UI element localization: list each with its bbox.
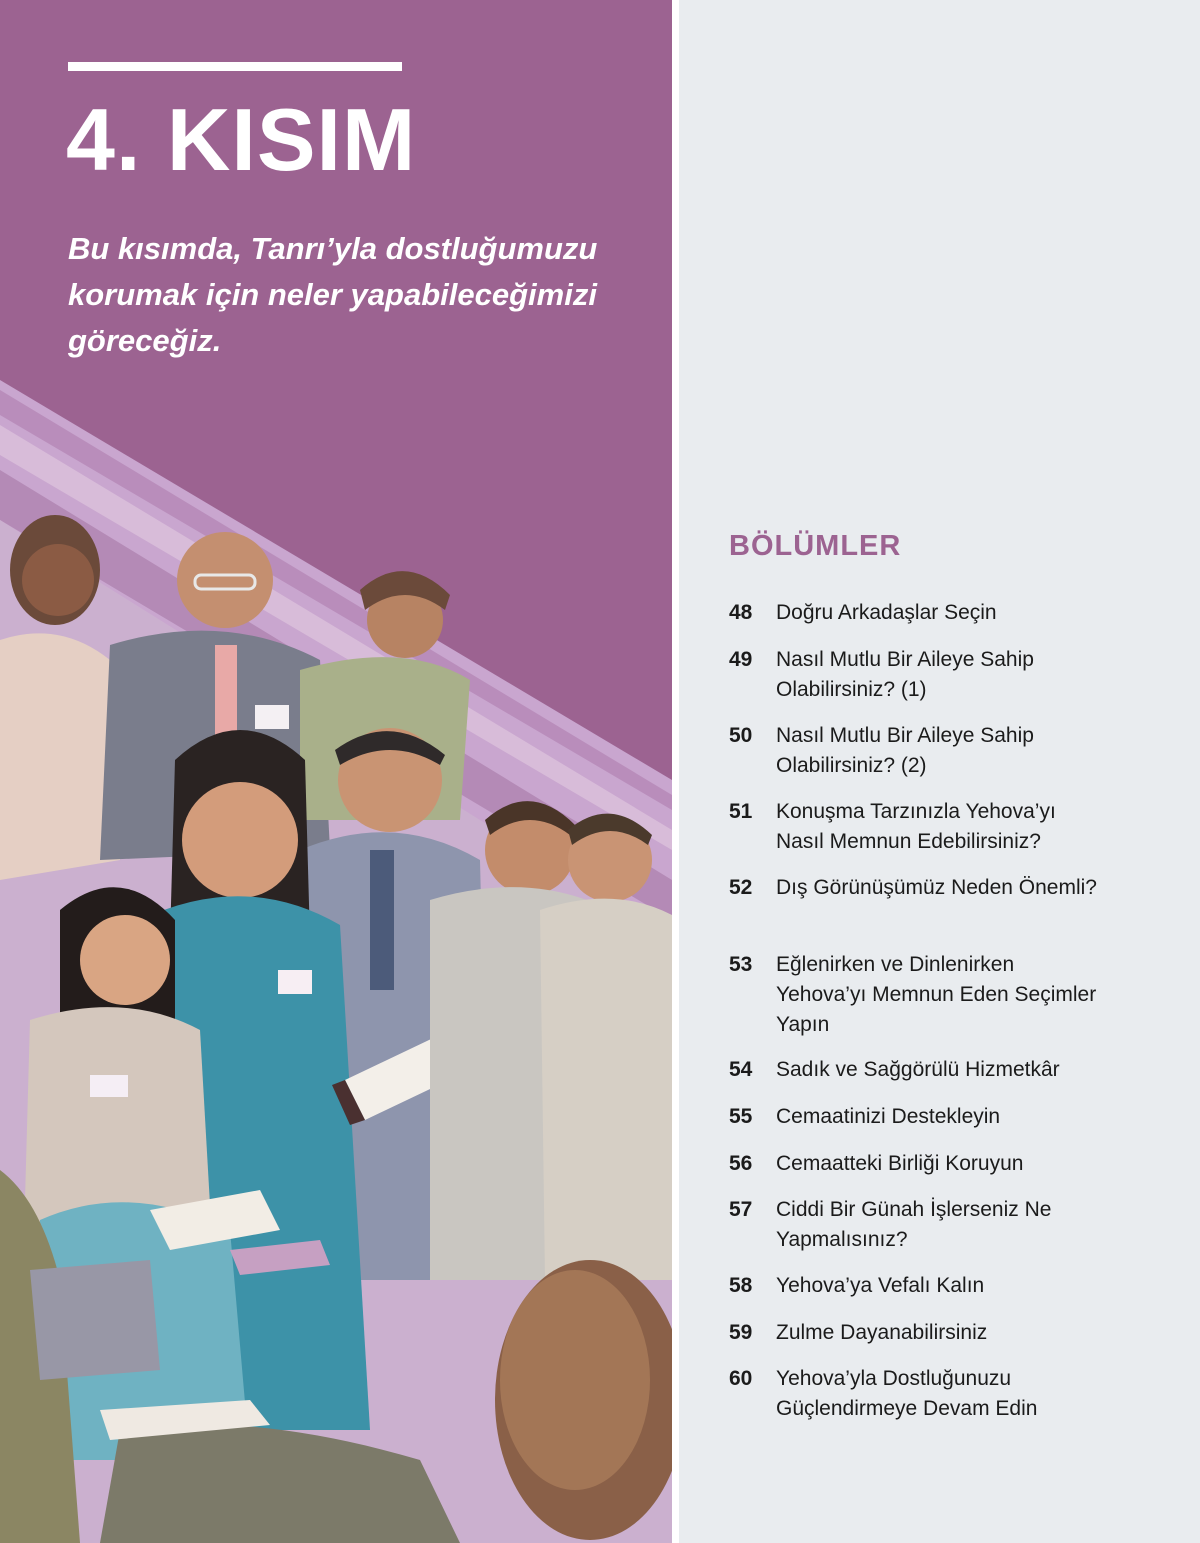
chapter-title: Cemaatteki Birliği Koruyun	[776, 1152, 1024, 1175]
chapter-item-49[interactable]	[729, 645, 1106, 705]
congregation-meeting-illustration	[0, 380, 672, 1543]
chapter-number: 56	[729, 1152, 753, 1175]
chapter-title: Cemaatinizi Destekleyin	[776, 1105, 1001, 1128]
title-rule	[68, 62, 402, 71]
chapter-item-53[interactable]	[729, 950, 1106, 1040]
chapter-item-52[interactable]	[729, 873, 1106, 903]
chapter-number: 50	[729, 724, 753, 747]
chapter-item-51[interactable]	[729, 797, 1106, 857]
chapter-item-55[interactable]	[729, 1102, 1106, 1132]
chapter-title: Doğru Arkadaşlar Seçin	[776, 601, 997, 624]
chapter-number: 49	[729, 648, 753, 671]
chapter-item-48[interactable]	[729, 598, 1106, 628]
chapter-item-58[interactable]	[729, 1271, 1106, 1301]
chapter-title: Zulme Dayanabilirsiniz	[776, 1321, 988, 1344]
chapter-number: 55	[729, 1105, 753, 1128]
chapter-title: Yehova’ya Vefalı Kalın	[776, 1274, 985, 1297]
chapters-heading: BÖLÜMLER	[729, 530, 902, 562]
chapter-title: Nasıl Mutlu Bir Aileye Sahip Olabilirsiniz? (1)	[776, 648, 1034, 701]
part-subtitle: Bu kısımda, Tanrı’yla dostluğumuzu korumak için neler yapabileceğimizi göreceğiz.	[68, 231, 598, 358]
chapter-number: 51	[729, 800, 753, 823]
chapter-title: Sadık ve Sağgörülü Hizmetkâr	[776, 1058, 1060, 1081]
chapter-number: 48	[729, 601, 753, 624]
chapter-number: 52	[729, 876, 753, 899]
chapter-number: 59	[729, 1321, 753, 1344]
chapter-number: 58	[729, 1274, 753, 1297]
chapter-item-60[interactable]	[729, 1364, 1076, 1424]
chapter-item-59[interactable]	[729, 1318, 1106, 1348]
chapter-title: Ciddi Bir Günah İşlerseniz Ne Yapmalısınız?	[776, 1198, 1052, 1251]
chapter-list-panel	[679, 0, 1200, 1543]
chapter-title: Dış Görünüşümüz Neden Önemli?	[776, 876, 1097, 899]
chapter-title: Konuşma Tarzınızla Yehova’yı Nasıl Memnun Edebilirsiniz?	[776, 800, 1056, 853]
chapter-number: 60	[729, 1367, 753, 1390]
chapter-title: Nasıl Mutlu Bir Aileye Sahip Olabilirsiniz? (2)	[776, 724, 1034, 777]
chapter-item-56[interactable]	[729, 1149, 1106, 1179]
chapter-title: Yehova’yla Dostluğunuzu Güçlendirmeye Devam Edin	[776, 1367, 1038, 1420]
chapter-number: 54	[729, 1058, 753, 1081]
chapter-number: 53	[729, 953, 753, 976]
chapter-item-57[interactable]	[729, 1195, 1056, 1255]
part-title: 4. KISIM	[66, 90, 417, 189]
chapter-item-50[interactable]	[729, 721, 1106, 781]
chapter-title: Eğlenirken ve Dinlenirken Yehova’yı Memnun Eden Seçimler Yapın	[776, 953, 1097, 1036]
chapter-item-54[interactable]	[729, 1055, 1116, 1085]
page-gutter	[672, 0, 679, 1543]
chapter-number: 57	[729, 1198, 753, 1221]
